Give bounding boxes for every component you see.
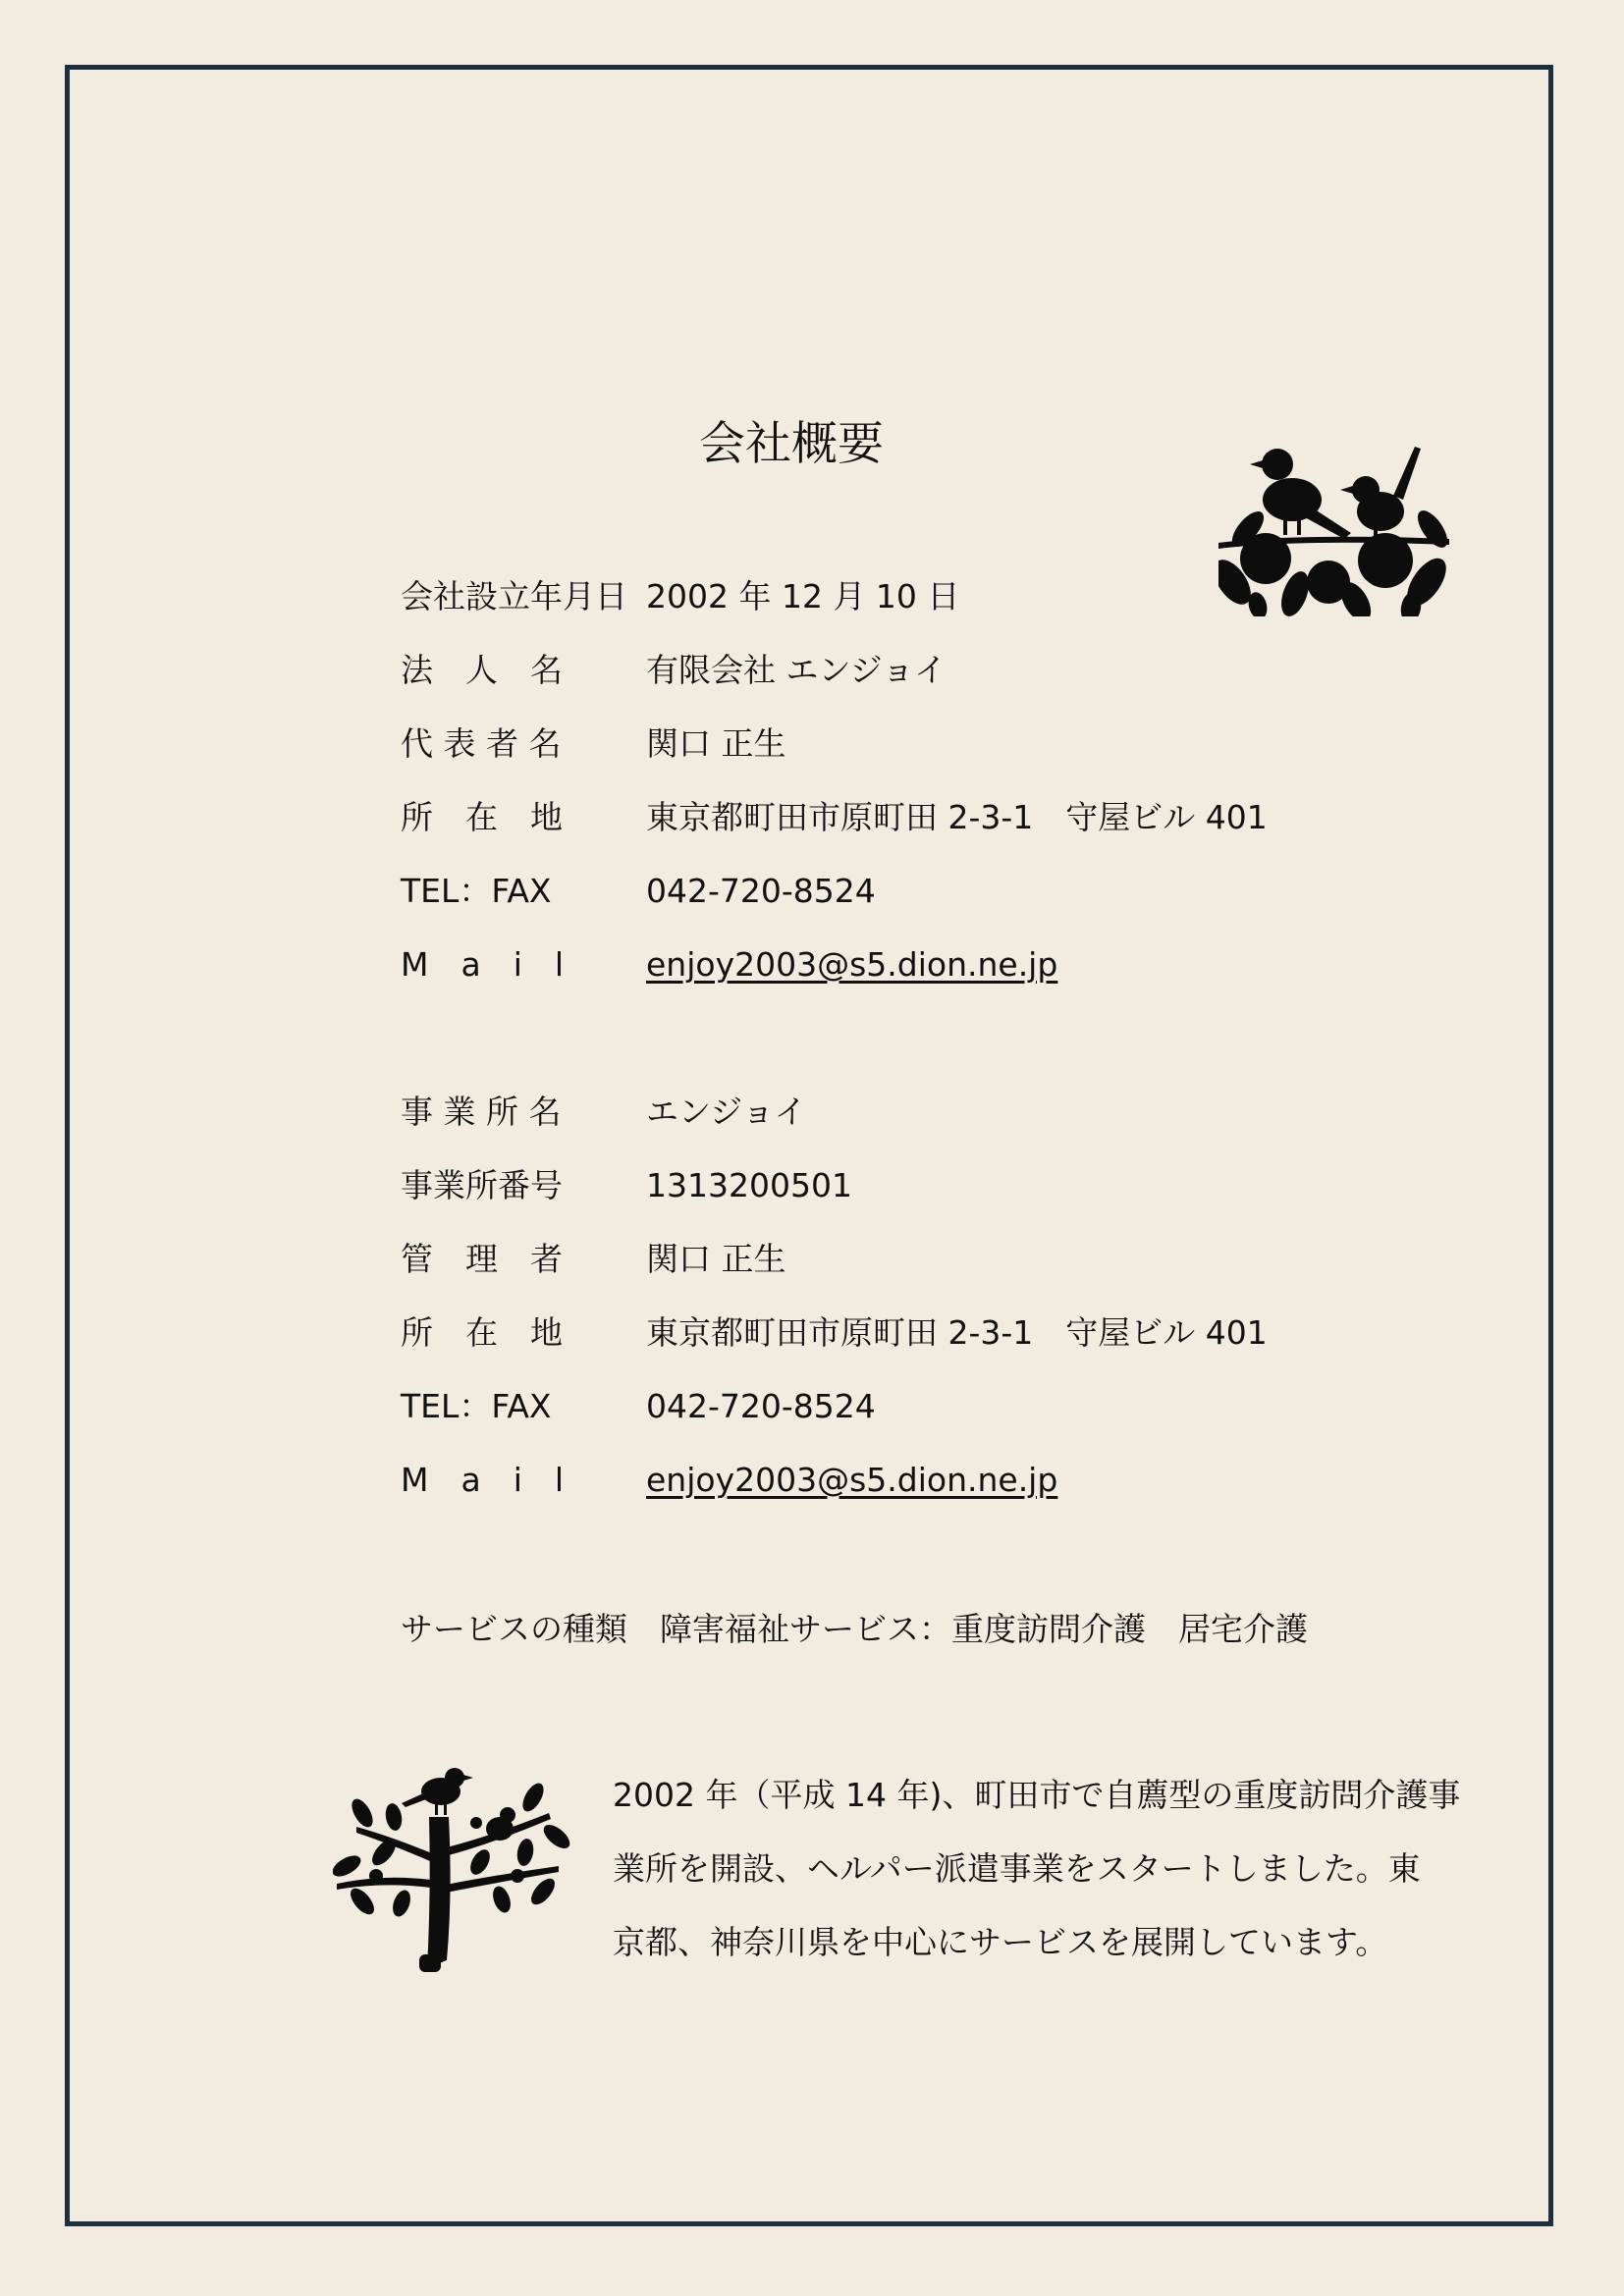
row-label: 事業所番号 [401,1166,563,1204]
row-value: 東京都町田市原町田 2-3-1 守屋ビル 401 [646,798,1268,836]
row-label: TEL：FAX [401,1387,552,1425]
row-label: 所 在 地 [401,1313,563,1352]
company-email-link[interactable]: enjoy2003@s5.dion.ne.jp [646,945,1058,984]
row-label: 所 在 地 [401,798,563,836]
row-value: 2002 年 12 月 10 日 [646,577,960,615]
row-value: 042-720-8524 [646,872,876,910]
row-label: 管 理 者 [401,1240,563,1278]
row-label: 法 人 名 [401,651,563,689]
office-email-link[interactable]: enjoy2003@s5.dion.ne.jp [646,1461,1058,1499]
row-label: 会社設立年月日 [401,577,627,615]
birds-on-camellia-icon [1218,435,1449,616]
row-value: エンジョイ [646,1093,807,1131]
row-label: M a i l [401,945,565,984]
row-value: 東京都町田市原町田 2-3-1 守屋ビル 401 [646,1313,1268,1352]
page-title: 会社概要 [699,417,884,471]
row-value: 有限会社 エンジョイ [646,651,947,689]
service-types [401,1609,1308,1650]
row-label: M a i l [401,1461,565,1499]
row-value: 関口 正生 [646,1240,786,1278]
service-label: サービスの種類 [401,1610,627,1648]
row-value: 関口 正生 [646,724,786,763]
row-label: 事 業 所 名 [401,1093,562,1131]
row-value: 1313200501 [646,1166,852,1204]
bird-tree-icon [333,1758,572,1974]
history-line: 業所を開設、ヘルパー派遣事業をスタートしました。東 [613,1849,1421,1888]
row-value: 042-720-8524 [646,1387,876,1425]
row-label: 代 表 者 名 [401,724,562,763]
page-border [65,65,1553,2226]
history-line: 2002 年（平成 14 年)、町田市で自薦型の重度訪問介護事 [613,1776,1461,1814]
row-label: TEL：FAX [401,872,552,910]
service-value: 障害福祉サービス：重度訪問介護 居宅介護 [660,1610,1308,1648]
company-history-paragraph [613,1758,1467,1979]
history-line: 京都、神奈川県を中心にサービスを展開しています。 [613,1923,1388,1961]
